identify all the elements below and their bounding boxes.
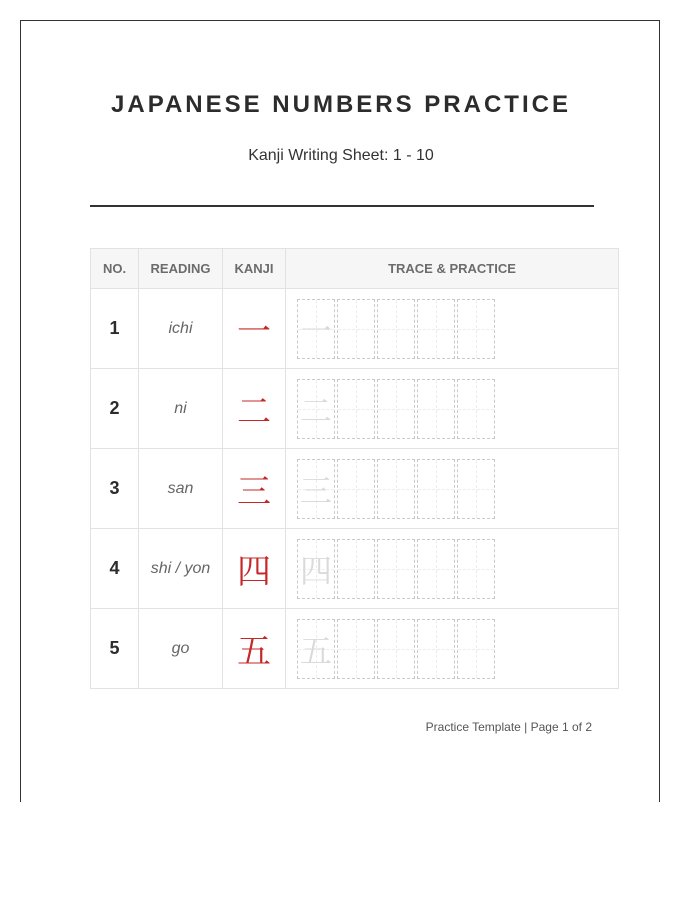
practice-box[interactable] (457, 539, 495, 599)
table-header-row (91, 249, 619, 289)
trace-box[interactable] (297, 619, 335, 679)
practice-box[interactable] (377, 619, 415, 679)
trace-box[interactable] (297, 459, 335, 519)
table-row (91, 449, 619, 529)
page-title: JAPANESE NUMBERS PRACTICE (111, 91, 571, 118)
page-footer: Practice Template | Page 1 of 2 (425, 720, 592, 734)
practice-box[interactable] (377, 459, 415, 519)
practice-box[interactable] (417, 299, 455, 359)
row-kanji: 四 (223, 529, 286, 609)
trace-box[interactable] (297, 299, 335, 359)
trace-kanji: 五 (299, 631, 332, 670)
row-number: 3 (91, 449, 139, 529)
practice-box[interactable] (337, 539, 375, 599)
trace-box[interactable] (297, 379, 335, 439)
trace-kanji: 四 (299, 551, 332, 590)
page-subtitle: Kanji Writing Sheet: 1 - 10 (248, 147, 434, 164)
practice-boxes (297, 299, 618, 359)
column-header-practice: TRACE & PRACTICE (286, 249, 619, 289)
practice-area (286, 369, 619, 449)
worksheet-page (20, 20, 660, 802)
practice-box[interactable] (337, 459, 375, 519)
practice-box[interactable] (377, 379, 415, 439)
practice-box[interactable] (457, 459, 495, 519)
practice-box[interactable] (417, 459, 455, 519)
practice-box[interactable] (337, 379, 375, 439)
column-header-reading: READING (139, 249, 223, 289)
row-reading: ichi (139, 289, 223, 369)
practice-area (286, 289, 619, 369)
trace-box[interactable] (297, 539, 335, 599)
practice-box[interactable] (457, 299, 495, 359)
practice-box[interactable] (337, 299, 375, 359)
practice-boxes (297, 459, 618, 519)
row-reading: san (139, 449, 223, 529)
table-row (91, 289, 619, 369)
trace-kanji: 一 (299, 311, 332, 350)
row-number: 4 (91, 529, 139, 609)
row-number: 5 (91, 609, 139, 689)
row-reading: ni (139, 369, 223, 449)
kanji-practice-table (90, 248, 619, 689)
practice-box[interactable] (417, 379, 455, 439)
practice-box[interactable] (337, 619, 375, 679)
practice-box[interactable] (457, 379, 495, 439)
row-number: 1 (91, 289, 139, 369)
practice-area (286, 449, 619, 529)
row-kanji: 二 (223, 369, 286, 449)
practice-area (286, 529, 619, 609)
column-header-no: NO. (91, 249, 139, 289)
practice-box[interactable] (457, 619, 495, 679)
practice-boxes (297, 539, 618, 599)
practice-box[interactable] (377, 299, 415, 359)
practice-box[interactable] (377, 539, 415, 599)
title-divider (90, 205, 594, 207)
table-row (91, 369, 619, 449)
row-kanji: 五 (223, 609, 286, 689)
row-reading: go (139, 609, 223, 689)
row-kanji: 三 (223, 449, 286, 529)
table-row (91, 609, 619, 689)
practice-box[interactable] (417, 539, 455, 599)
column-header-kanji: KANJI (223, 249, 286, 289)
table-row (91, 529, 619, 609)
trace-kanji: 三 (299, 471, 332, 510)
practice-box[interactable] (417, 619, 455, 679)
row-number: 2 (91, 369, 139, 449)
trace-kanji: 二 (299, 391, 332, 430)
practice-boxes (297, 379, 618, 439)
row-kanji: 一 (223, 289, 286, 369)
practice-area (286, 609, 619, 689)
practice-boxes (297, 619, 618, 679)
row-reading: shi / yon (139, 529, 223, 609)
